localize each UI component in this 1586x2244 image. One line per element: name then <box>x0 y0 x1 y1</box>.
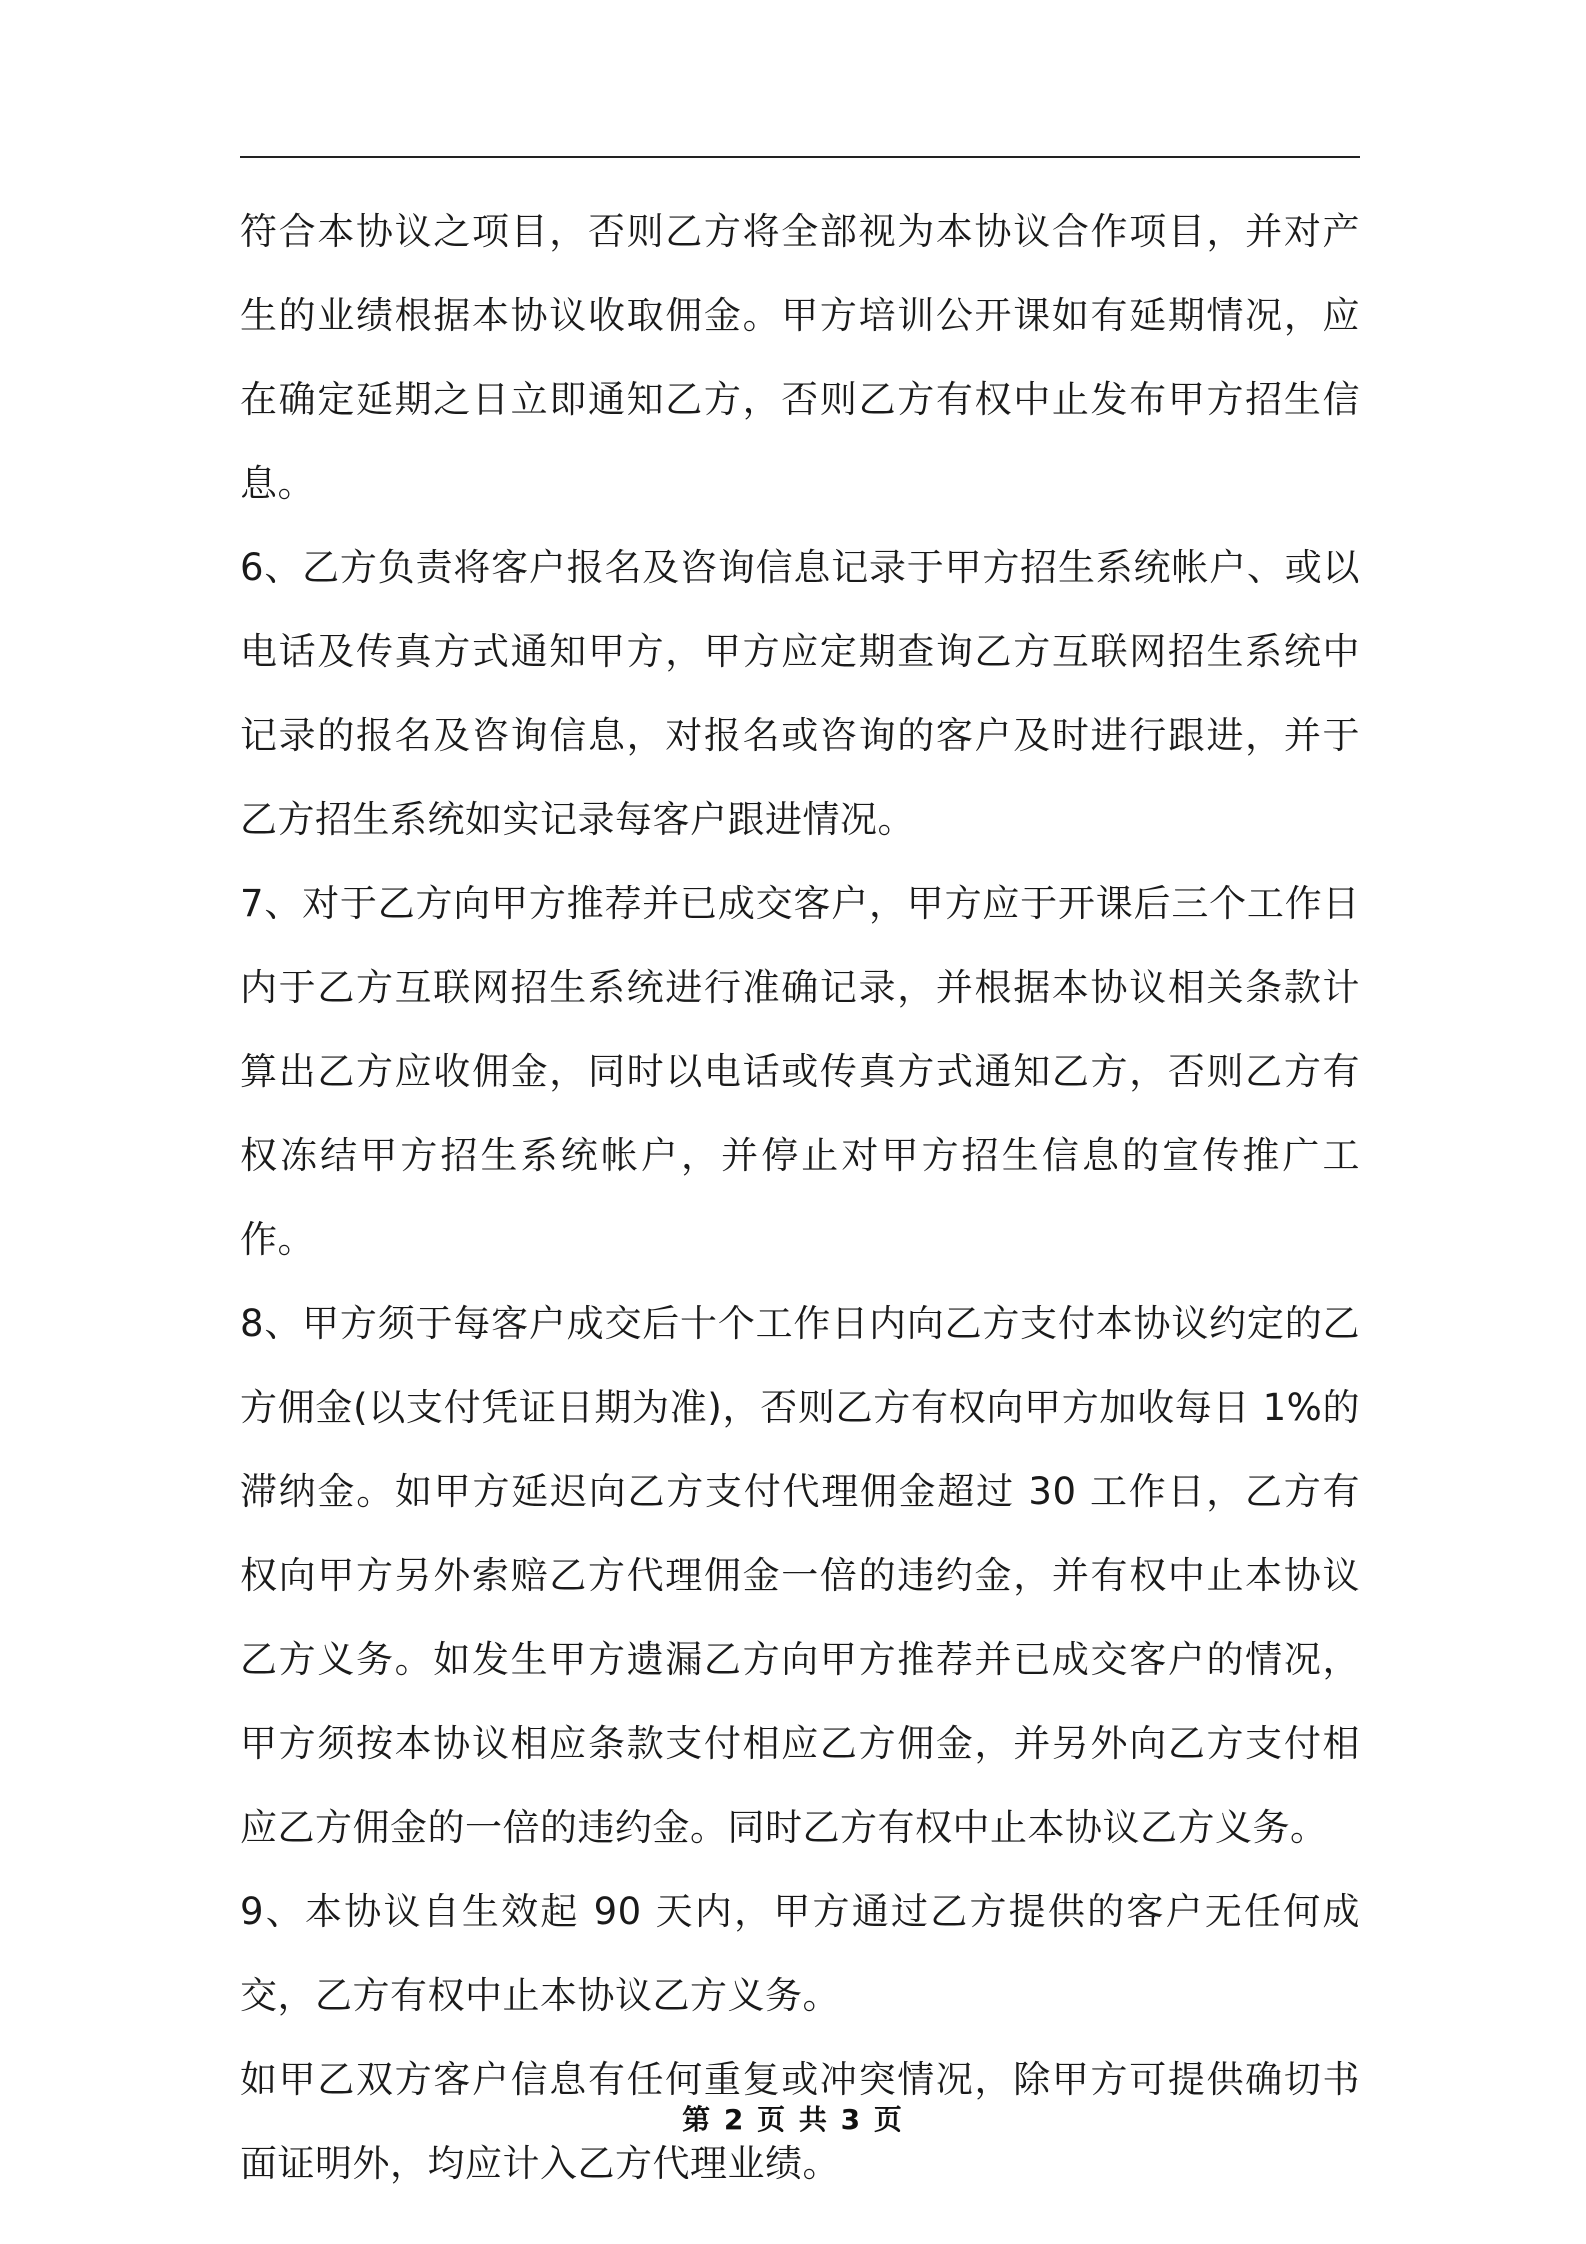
page-number: 第 2 页 共 3 页 <box>682 2103 904 2136</box>
paragraph-clause-7: 7、对于乙方向甲方推荐并已成交客户，甲方应于开课后三个工作日内于乙方互联网招生系统进行准确记录，并根据本协议相关条款计算出乙方应收佣金，同时以电话或传真方式通知乙方，否则乙方有权冻结甲方招生系统帐户，并停止对甲方招生信息的宣传推广工作。 <box>240 882 1360 1261</box>
paragraph-clause-8: 8、甲方须于每客户成交后十个工作日内向乙方支付本协议约定的乙方佣金(以支付凭证日期为准)，否则乙方有权向甲方加收每日 1%的滞纳金。如甲方延迟向乙方支付代理佣金超过 30 工作日，乙方有权向甲方另外索赔乙方代理佣金一倍的违约金，并有权中止本协议乙方义务。如发生甲方遗漏乙方向甲方推荐并已成交客户的情况，甲方须按本协议相应条款支付相应乙方佣金，并另外向乙方支付相应乙方佣金的一倍的违约金。同时乙方有权中止本协议乙方义务。 <box>240 1302 1360 1849</box>
header-rule <box>240 156 1360 158</box>
paragraph-closing: 如甲乙双方客户信息有任何重复或冲突情况，除甲方可提供确切书面证明外，均应计入乙方代理业绩。 <box>240 2058 1360 2185</box>
paragraph-continuation: 符合本协议之项目，否则乙方将全部视为本协议合作项目，并对产生的业绩根据本协议收取佣金。甲方培训公开课如有延期情况，应在确定延期之日立即通知乙方，否则乙方有权中止发布甲方招生信息。 <box>240 210 1360 505</box>
document-body <box>240 190 1360 2206</box>
paragraph-clause-9: 9、本协议自生效起 90 天内，甲方通过乙方提供的客户无任何成交，乙方有权中止本协议乙方义务。 <box>240 1890 1360 2017</box>
paragraph-clause-6: 6、乙方负责将客户报名及咨询信息记录于甲方招生系统帐户、或以电话及传真方式通知甲方，甲方应定期查询乙方互联网招生系统中记录的报名及咨询信息，对报名或咨询的客户及时进行跟进，并于乙方招生系统如实记录每客户跟进情况。 <box>240 546 1360 841</box>
